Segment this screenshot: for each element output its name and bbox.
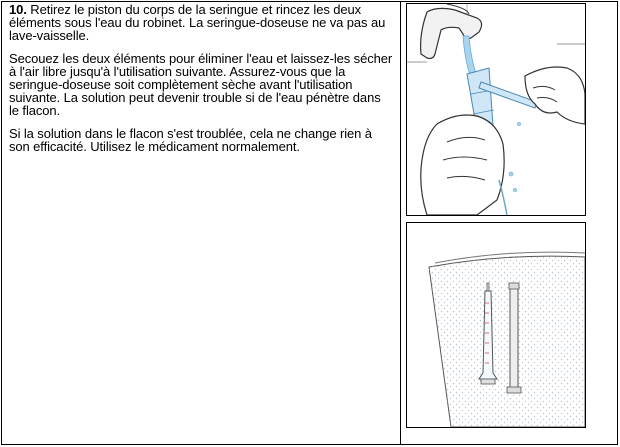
rinsing-syringe-under-tap-icon [407,4,585,215]
column-divider [400,1,401,445]
rinsing-illustration [406,3,586,216]
step-number: 10. [9,2,27,17]
drying-illustration [406,222,586,428]
syringe-parts-drying-on-towel-icon [407,223,585,427]
instruction-text [9,3,393,163]
drying-paragraph: Secouez les deux éléments pour éliminer l'eau et laissez-les sécher à l'air libre jusqu'à l'utilisation suivante. Assurez-vous que la seringue-doseuse soit complètement sèche avant l'utilisation suivante. La solution peut devenir trouble si de l'eau pénètre dans le flacon. [9,51,393,118]
step-text: Retirez le piston du corps de la seringue et rincez les deux éléments sous l'eau du robinet. La seringue-doseuse ne va pas au lave-vaisselle. [9,2,386,43]
cloudy-solution-paragraph: Si la solution dans le flacon s'est troublée, cela ne change rien à son efficacité. Utilisez le médicament normalement. [9,126,372,154]
step-10-paragraph [9,3,393,42]
